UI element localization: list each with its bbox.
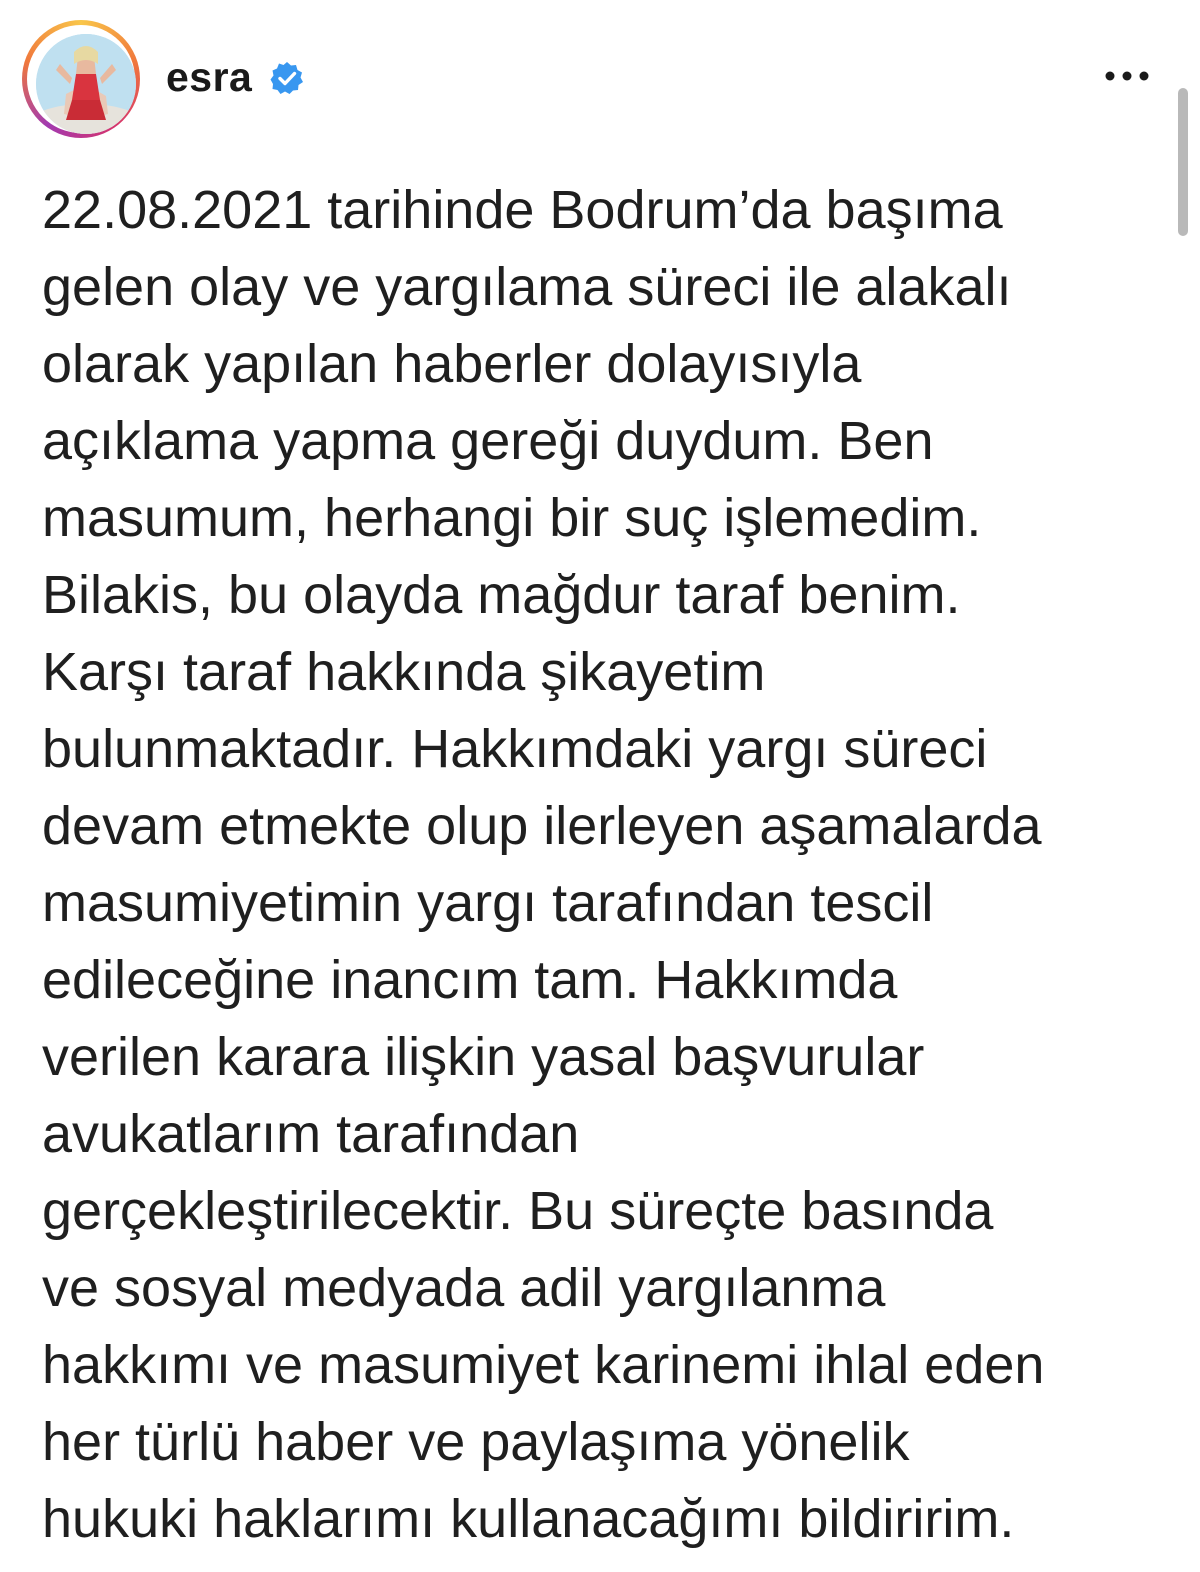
post-header (0, 0, 1200, 150)
avatar[interactable] (36, 34, 136, 134)
avatar-border (27, 25, 135, 133)
username[interactable]: esra (166, 54, 253, 100)
profile-photo-icon (36, 34, 136, 134)
more-options-icon[interactable] (1098, 58, 1158, 94)
story-ring[interactable] (22, 20, 140, 138)
scrollbar[interactable] (1178, 88, 1188, 236)
post-caption: 22.08.2021 tarihinde Bodrum’da başıma gelen olay ve yargılama süreci ile alakalı olarak yapılan haberler dolayısıyla açıklama yapma gereği duydum. Ben masumum, herhangi bir suç işlemedim. Bilakis, bu olayda mağdur taraf benim. Karşı taraf hakkında şikayetim bulunmaktadır. Hakkımdaki yargı süreci devam etmekte olup ilerleyen aşamalarda masumiyetimin yargı tarafından tescil edileceğine inancım tam. Hakkımda verilen karara ilişkin yasal başvurular avukatlarım tarafından gerçekleştirilecektir. Bu süreçte basında ve sosyal medyada adil yargılanma hakkımı ve masumiyet karinemi ihlal eden her türlü haber ve paylaşıma yönelik hukuki haklarımı kullanacağımı bildiririm. (42, 180, 1045, 1549)
verified-badge-icon (270, 61, 304, 95)
